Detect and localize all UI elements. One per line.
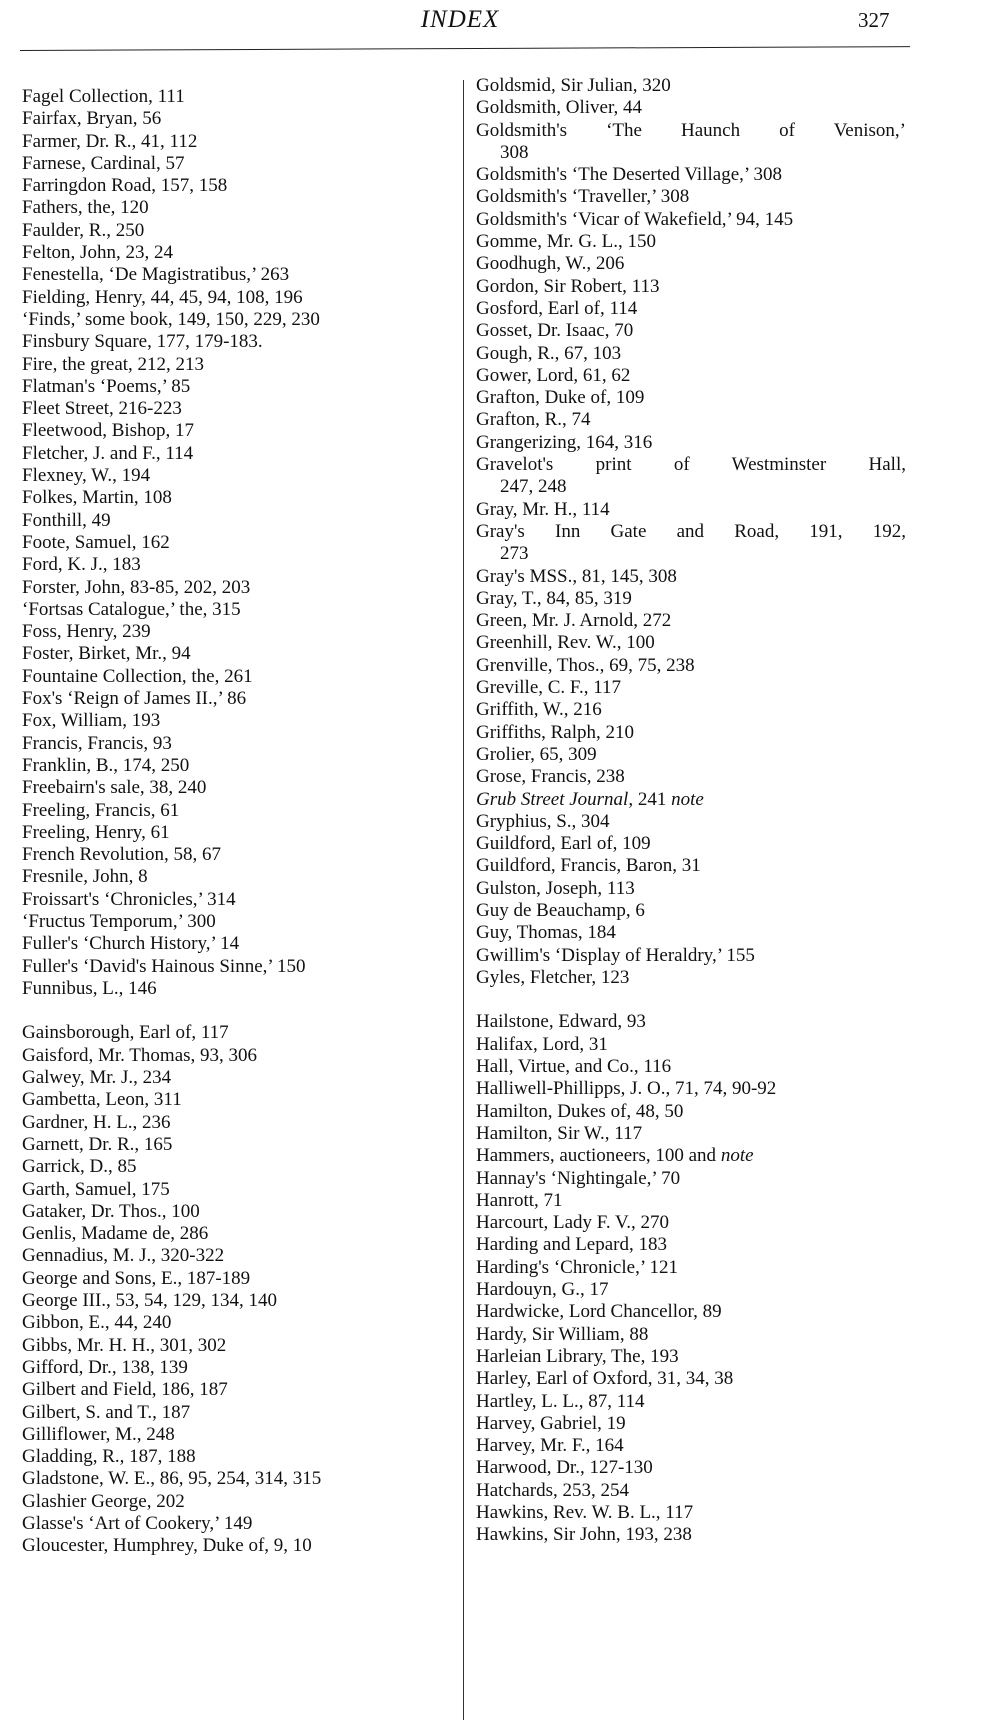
- index-entry: [476, 1145, 906, 1167]
- index-entry: Goldsmith's ‘Traveller,’ 308: [476, 186, 690, 208]
- index-entry: Halliwell-Phillipps, J. O., 71, 74, 90-92: [476, 1078, 777, 1100]
- index-entry: Fox, William, 193: [22, 710, 161, 732]
- index-entry: Freebairn's sale, 38, 240: [22, 777, 207, 799]
- index-entry: Gloucester, Humphrey, Duke of, 9, 10: [22, 1535, 312, 1557]
- index-entry: Gardner, H. L., 236: [22, 1111, 171, 1133]
- index-entry: Garrick, D., 85: [22, 1156, 137, 1178]
- index-entry: Ford, K. J., 183: [22, 554, 141, 576]
- index-entry: Gladstone, W. E., 86, 95, 254, 314, 315: [22, 1468, 322, 1490]
- index-entry: Francis, Francis, 93: [22, 732, 172, 754]
- index-entry: Hailstone, Edward, 93: [476, 1011, 646, 1033]
- index-entry: Grenville, Thos., 69, 75, 238: [476, 654, 695, 676]
- index-entry: Goldsmith's ‘The Deserted Village,’ 308: [476, 164, 783, 186]
- index-entry: Fielding, Henry, 44, 45, 94, 108, 196: [22, 286, 303, 308]
- index-entry: Gomme, Mr. G. L., 150: [476, 231, 656, 253]
- index-entry: Fenestella, ‘De Magistratibus,’ 263: [22, 264, 290, 286]
- index-entry: Fletcher, J. and F., 114: [22, 442, 194, 464]
- index-entry: Gray, Mr. H., 114: [476, 498, 610, 520]
- index-entry: Hardy, Sir William, 88: [476, 1323, 649, 1345]
- index-entry: Gravelot's print of Westminster Hall,: [476, 454, 906, 476]
- index-entry: Gwillim's ‘Display of Heraldry,’ 155: [476, 944, 755, 966]
- index-column-right: [476, 75, 906, 1547]
- index-entry: Gough, R., 67, 103: [476, 342, 622, 364]
- index-entry-part: note: [720, 1145, 754, 1167]
- running-head-title: INDEX: [420, 6, 500, 33]
- index-entry: Gosford, Earl of, 114: [476, 297, 638, 319]
- index-entry-part: Grub Street Journal: [476, 788, 629, 810]
- header-rule: [20, 46, 910, 51]
- index-entry: Harleian Library, The, 193: [476, 1345, 679, 1367]
- index-entry: Guildford, Francis, Baron, 31: [476, 855, 701, 877]
- index-entry: Fairfax, Bryan, 56: [22, 108, 162, 130]
- index-entry: Finsbury Square, 177, 179-183.: [22, 331, 263, 353]
- index-entry: Greenhill, Rev. W., 100: [476, 632, 655, 654]
- index-entry: Gower, Lord, 61, 62: [476, 364, 631, 386]
- index-entry: Gataker, Dr. Thos., 100: [22, 1200, 200, 1222]
- index-entry: Fuller's ‘Church History,’ 14: [22, 933, 240, 955]
- index-entry: ‘Fructus Temporum,’ 300: [22, 910, 216, 932]
- index-entry: Freeling, Henry, 61: [22, 821, 170, 843]
- index-entry: Grafton, R., 74: [476, 409, 591, 431]
- index-entry: Gilliflower, M., 248: [22, 1423, 175, 1445]
- index-entry: ‘Fortsas Catalogue,’ the, 315: [22, 598, 241, 620]
- index-entry: Gulston, Joseph, 113: [476, 877, 635, 899]
- index-entry: Froissart's ‘Chronicles,’ 314: [22, 888, 236, 910]
- index-entry: Gennadius, M. J., 320-322: [22, 1245, 225, 1267]
- index-entry: Garnett, Dr. R., 165: [22, 1133, 173, 1155]
- index-entry-part: note: [671, 788, 704, 810]
- index-entry: Hardwicke, Lord Chancellor, 89: [476, 1301, 722, 1323]
- page-number: 327: [858, 8, 890, 32]
- index-entry: Farringdon Road, 157, 158: [22, 175, 228, 197]
- index-entry: Guy de Beauchamp, 6: [476, 899, 645, 921]
- index-entry: Harvey, Gabriel, 19: [476, 1412, 626, 1434]
- index-entry: Farnese, Cardinal, 57: [22, 152, 185, 174]
- index-entry: George and Sons, E., 187-189: [22, 1267, 251, 1289]
- index-entry: Gainsborough, Earl of, 117: [22, 1022, 229, 1044]
- index-entry: Greville, C. F., 117: [476, 677, 622, 699]
- index-entry: Gladding, R., 187, 188: [22, 1446, 196, 1468]
- index-entry: Gilbert and Field, 186, 187: [22, 1379, 228, 1401]
- index-entry: Freeling, Francis, 61: [22, 799, 180, 821]
- section-gap: [476, 989, 906, 1011]
- index-entry: Goldsmith's ‘Vicar of Wakefield,’ 94, 145: [476, 208, 794, 230]
- index-entry-part: , 241: [628, 788, 672, 810]
- index-entry: Hartley, L. L., 87, 114: [476, 1390, 645, 1412]
- index-entry: Hawkins, Sir John, 193, 238: [476, 1524, 692, 1546]
- index-entry: Harcourt, Lady F. V., 270: [476, 1212, 670, 1234]
- index-entry: Gibbon, E., 44, 240: [22, 1312, 172, 1334]
- index-entry: Hamilton, Dukes of, 48, 50: [476, 1100, 684, 1122]
- index-entry: Green, Mr. J. Arnold, 272: [476, 610, 672, 632]
- index-entry: Flexney, W., 194: [22, 465, 151, 487]
- index-entry: Felton, John, 23, 24: [22, 242, 173, 264]
- index-entry: [476, 789, 906, 811]
- index-entry: Halifax, Lord, 31: [476, 1033, 608, 1055]
- index-entry: Flatman's ‘Poems,’ 85: [22, 375, 191, 397]
- index-entry-continuation: 273: [500, 543, 529, 565]
- index-entry: Harding and Lepard, 183: [476, 1234, 667, 1256]
- index-entry: Farmer, Dr. R., 41, 112: [22, 130, 198, 152]
- index-entry: Forster, John, 83-85, 202, 203: [22, 576, 251, 598]
- index-entry: Gifford, Dr., 138, 139: [22, 1356, 188, 1378]
- index-entry: Hall, Virtue, and Co., 116: [476, 1056, 672, 1078]
- index-column-left: [22, 86, 452, 1558]
- index-entry: Hamilton, Sir W., 117: [476, 1122, 643, 1144]
- index-entry: Gibbs, Mr. H. H., 301, 302: [22, 1334, 227, 1356]
- index-entry: Gray, T., 84, 85, 319: [476, 587, 632, 609]
- index-entry: Gambetta, Leon, 311: [22, 1089, 182, 1111]
- index-entry: Fuller's ‘David's Hainous Sinne,’ 150: [22, 955, 306, 977]
- index-entry: George III., 53, 54, 129, 134, 140: [22, 1290, 278, 1312]
- index-entry: Foss, Henry, 239: [22, 621, 151, 643]
- index-entry: Goldsmith's ‘The Haunch of Venison,’: [476, 119, 906, 141]
- index-entry: Gaisford, Mr. Thomas, 93, 306: [22, 1044, 258, 1066]
- index-entry: Guildford, Earl of, 109: [476, 833, 651, 855]
- index-entry: Funnibus, L., 146: [22, 977, 157, 999]
- index-entry: Hanrott, 71: [476, 1189, 563, 1211]
- column-divider: [463, 80, 464, 1720]
- index-entry: Goldsmith, Oliver, 44: [476, 97, 643, 119]
- index-entry-part: Hammers, auctioneers, 100 and: [476, 1145, 721, 1167]
- index-entry: Glasse's ‘Art of Cookery,’ 149: [22, 1513, 253, 1534]
- index-entry-continuation: 247, 248: [500, 476, 567, 498]
- index-entry: Grangerizing, 164, 316: [476, 431, 653, 453]
- index-entry: Glashier George, 202: [22, 1490, 185, 1512]
- index-entry: Faulder, R., 250: [22, 219, 145, 241]
- index-entry: Griffith, W., 216: [476, 699, 602, 721]
- index-entry: Fire, the great, 212, 213: [22, 353, 205, 375]
- index-entry: Fox's ‘Reign of James II.,’ 86: [22, 688, 247, 710]
- index-entry: French Revolution, 58, 67: [22, 844, 221, 866]
- index-entry: Goldsmid, Sir Julian, 320: [476, 75, 671, 96]
- index-entry: Fagel Collection, 111: [22, 86, 185, 107]
- index-entry: Gryphius, S., 304: [476, 810, 610, 832]
- index-entry: Gordon, Sir Robert, 113: [476, 275, 660, 297]
- index-entry: Folkes, Martin, 108: [22, 487, 172, 509]
- index-entry: Fathers, the, 120: [22, 197, 149, 219]
- index-entry: Hardouyn, G., 17: [476, 1279, 609, 1301]
- index-entry: Galwey, Mr. J., 234: [22, 1067, 172, 1089]
- index-entry: Fresnile, John, 8: [22, 866, 148, 888]
- index-entry: Franklin, B., 174, 250: [22, 754, 190, 776]
- index-entry: Grose, Francis, 238: [476, 766, 625, 788]
- index-entry: Harding's ‘Chronicle,’ 121: [476, 1256, 678, 1278]
- index-entry: Griffiths, Ralph, 210: [476, 721, 634, 743]
- index-entry: Foster, Birket, Mr., 94: [22, 643, 191, 665]
- index-entry: Fonthill, 49: [22, 509, 111, 531]
- index-entry: Fountaine Collection, the, 261: [22, 665, 253, 687]
- index-entry: Fleetwood, Bishop, 17: [22, 420, 195, 442]
- index-entry: Gosset, Dr. Isaac, 70: [476, 320, 634, 342]
- index-entry: Gyles, Fletcher, 123: [476, 966, 630, 988]
- index-entry: Fleet Street, 216-223: [22, 398, 182, 420]
- section-gap: [22, 1000, 452, 1022]
- index-entry: Hannay's ‘Nightingale,’ 70: [476, 1167, 681, 1189]
- index-entry: Harwood, Dr., 127-130: [476, 1457, 653, 1479]
- index-entry: Grafton, Duke of, 109: [476, 387, 645, 409]
- index-entry: Gray's Inn Gate and Road, 191, 192,: [476, 520, 906, 542]
- index-entry-continuation: 308: [500, 141, 529, 163]
- index-entry: Grolier, 65, 309: [476, 743, 597, 765]
- index-entry: Genlis, Madame de, 286: [22, 1223, 209, 1245]
- index-entry: Harvey, Mr. F., 164: [476, 1435, 624, 1457]
- index-entry: Hatchards, 253, 254: [476, 1479, 630, 1501]
- index-entry: Foote, Samuel, 162: [22, 531, 170, 553]
- index-entry: ‘Finds,’ some book, 149, 150, 229, 230: [22, 308, 320, 330]
- index-entry: Garth, Samuel, 175: [22, 1178, 170, 1200]
- index-entry: Hawkins, Rev. W. B. L., 117: [476, 1502, 694, 1523]
- index-entry: Goodhugh, W., 206: [476, 253, 625, 275]
- index-entry: Harley, Earl of Oxford, 31, 34, 38: [476, 1368, 734, 1390]
- index-entry: Gilbert, S. and T., 187: [22, 1401, 191, 1423]
- index-entry: Guy, Thomas, 184: [476, 922, 616, 944]
- index-entry: Gray's MSS., 81, 145, 308: [476, 565, 677, 587]
